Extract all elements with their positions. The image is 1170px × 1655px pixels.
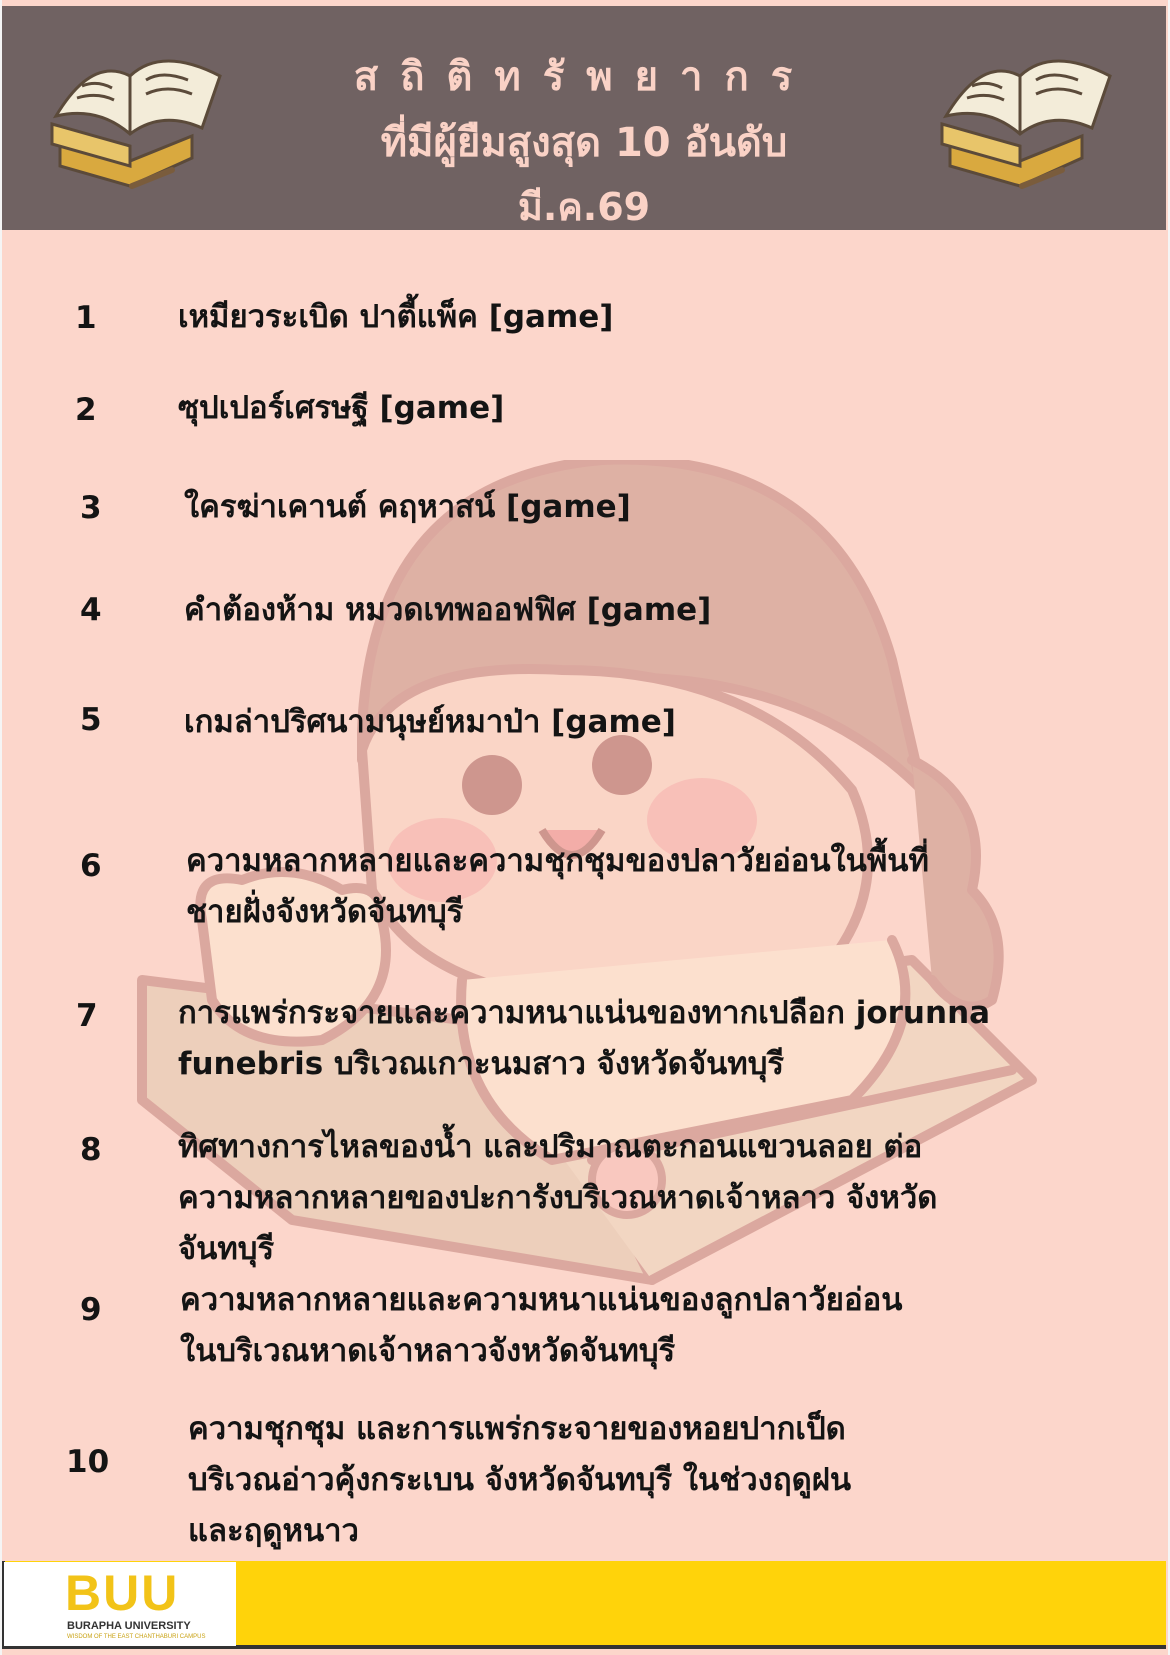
item-title-line: ใครฆ่าเคานต์ คฤหาสน์ [game] <box>184 489 631 525</box>
page-period: มี.ค.69 <box>517 185 651 229</box>
list-item <box>178 292 613 343</box>
logo-name: BURAPHA UNIVERSITY <box>67 1620 191 1632</box>
list-item <box>184 482 631 533</box>
list-item <box>186 836 929 938</box>
list-item <box>178 1122 937 1275</box>
item-title-line: ความหลากหลายและความชุกชุมของปลาวัยอ่อนในพื้นที่ <box>186 843 929 879</box>
logo-mark: BUU <box>65 1565 180 1621</box>
rank-number: 9 <box>80 1292 102 1328</box>
item-title-line: จันทบุรี <box>178 1231 275 1267</box>
rank-number: 8 <box>80 1132 102 1168</box>
list-item <box>188 1404 851 1557</box>
item-title-line: การแพร่กระจายและความหนาแน่นของทากเปลือก jorunna <box>178 995 991 1031</box>
header-banner <box>2 6 1166 230</box>
item-title-line: บริเวณอ่าวคุ้งกระเบน จังหวัดจันทบุรี ในช่วงฤดูฝน <box>188 1462 852 1498</box>
page-title: สถิติทรัพยากร <box>353 54 815 100</box>
item-title-line: ทิศทางการไหลของน้ำ และปริมาณตะกอนแขวนลอย ต่อ <box>178 1129 923 1165</box>
rank-number: 2 <box>75 392 97 428</box>
rank-number: 3 <box>80 490 102 526</box>
rank-number: 4 <box>80 592 102 628</box>
list-item <box>178 383 504 434</box>
item-title-line: เกมล่าปริศนามนุษย์หมาป่า [game] <box>184 704 676 740</box>
rank-number: 5 <box>80 702 102 738</box>
rank-number: 1 <box>75 300 97 336</box>
item-title-line: ความชุกชุม และการแพร่กระจายของหอยปากเป็ด <box>188 1411 846 1447</box>
list-item <box>184 585 711 636</box>
logo-tagline: WISDOM OF THE EAST CHANTHABURI CAMPUS <box>67 1634 206 1640</box>
list-item <box>180 1275 902 1377</box>
item-title-line: เหมียวระเบิด ปาตี้แพ็ค [game] <box>178 299 614 335</box>
item-title-line: ความหลากหลายของปะการังบริเวณหาดเจ้าหลาว จังหวัด <box>178 1180 938 1216</box>
rank-number: 6 <box>80 848 102 884</box>
list-item <box>178 988 990 1090</box>
rank-number: 10 <box>66 1444 110 1480</box>
item-title-line: ซุปเปอร์เศรษฐี [game] <box>178 390 505 426</box>
item-title-line: ในบริเวณหาดเจ้าหลาวจังหวัดจันทบุรี <box>180 1333 676 1369</box>
rank-number: 7 <box>76 998 98 1034</box>
list-item <box>184 697 676 748</box>
poster <box>2 0 1168 1655</box>
page-subtitle: ที่มีผู้ยืมสูงสุด 10 อันดับ <box>380 120 788 166</box>
top-ten-list <box>2 0 1168 1655</box>
item-title-line: ความหลากหลายและความหนาแน่นของลูกปลาวัยอ่อน <box>180 1282 903 1318</box>
item-title-line: และฤดูหนาว <box>188 1513 359 1549</box>
item-title-line: คำต้องห้าม หมวดเทพออฟฟิศ [game] <box>184 592 712 628</box>
university-logo <box>4 1562 236 1646</box>
item-title-line: ชายฝั่งจังหวัดจันทบุรี <box>186 894 464 930</box>
item-title-line: funebris บริเวณเกาะนมสาว จังหวัดจันทบุรี <box>178 1046 785 1082</box>
